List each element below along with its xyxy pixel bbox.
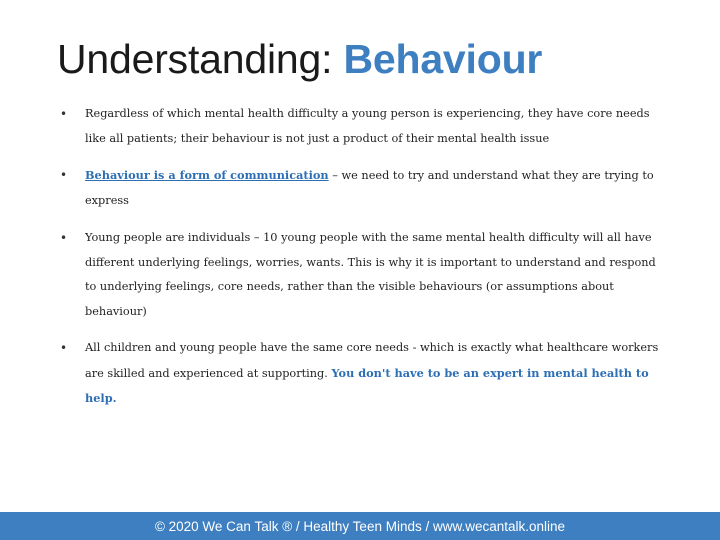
title-prefix: Understanding: [57, 36, 344, 82]
title-highlight: Behaviour [343, 36, 543, 82]
bullet-highlight-text: Behaviour is a form of communication [85, 168, 329, 182]
bullet-list [60, 102, 660, 424]
bullet-text: – we need to try and understand what they are trying to express [85, 169, 654, 207]
bullet-text: Regardless of which mental health difficulty a young person is experiencing, they have core needs like all patients; their behaviour is not just a product of their mental health issue [85, 107, 650, 145]
bullet-item [60, 336, 660, 412]
bullet-icon: • [60, 168, 68, 182]
slide-title [57, 34, 542, 84]
bullet-icon: • [60, 107, 68, 121]
bullet-text: All children and young people have the same core needs - which is exactly what healthcare workers are skilled and experienced at supporting. [85, 341, 659, 380]
bullet-icon: • [60, 341, 68, 355]
bullet-item [60, 102, 660, 151]
bullet-item [60, 163, 660, 213]
bullet-highlight-text: You don't have to be an expert in mental health to help. [85, 365, 649, 405]
footer-bar [0, 512, 720, 540]
bullet-icon: • [60, 231, 68, 245]
footer-copyright: © 2020 We Can Talk ® / Healthy Teen Minds / www.wecantalk.online [154, 518, 566, 534]
bullet-text: Young people are individuals – 10 young people with the same mental health difficulty will all have different underlying feelings, worries, wants. This is why it is important to understand and respond to underlying feelings, core needs, rather than the visible behaviours (or assumptions about behaviour) [85, 231, 656, 318]
bullet-item [60, 226, 660, 324]
